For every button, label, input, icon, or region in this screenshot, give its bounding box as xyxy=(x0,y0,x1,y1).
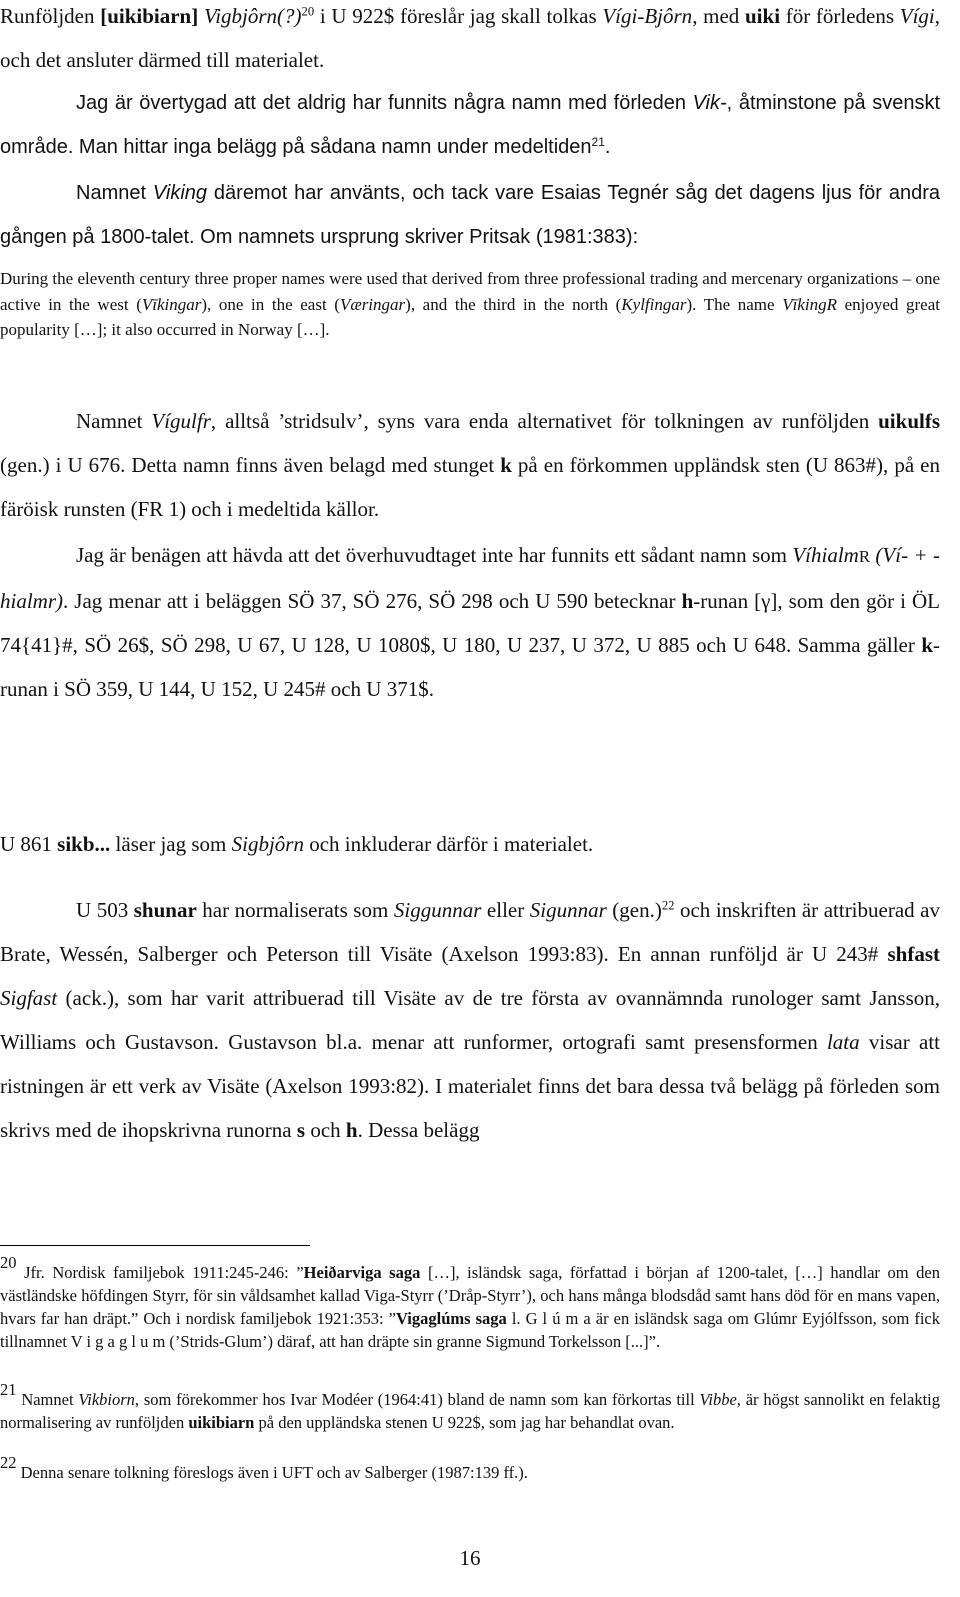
paragraph-vihialmr: Jag är benägen att hävda att det överhuvudtaget inte har funnits ett sådant namn som VíhialmR (Ví- + -hialmr). Jag menar att i beläggen SÖ 37, SÖ 276, SÖ 298 och U 590 betecknar h-runan [γ], som den gör i ÖL 74{41}#, SÖ 26$, SÖ 298, U 67, U 128, U 1080$, U 180, U 237, U 372, U 885 och U 648. Samma gäller k-runan i SÖ 359, U 144, U 152, U 245# och U 371$. xyxy=(0,543,941,701)
footnote-separator xyxy=(0,1245,310,1246)
page-number: 16 xyxy=(459,1546,481,1570)
paragraph-sigbjorn: U 861 sikb... läser jag som Sigbjôrn och inkluderar därför i materialet. xyxy=(0,832,594,856)
paragraph-vik: Jag är övertygad att det aldrig har funnits några namn med förleden Vik-, åtminstone på svenskt område. Man hittar inga belägg på sådana namn under medeltiden$^{21}$. xyxy=(0,92,940,158)
footnote-ref-22: 22 xyxy=(661,898,675,913)
paragraph-uikibiarn: Runföljden [uikibiarn] Vigbjôrn(?)$^{20}$ i U 922$ föreslår jag skall tolkas Vígi-Bjôrn, med uiki för förledens Vígi, och det ansluter därmed till materialet. xyxy=(0,4,941,72)
paragraph-viking: Namnet Viking däremot har använts, och tack vare Esaias Tegnér såg det dagens ljus för andra gången på 1800-talet. Om namnets ursprung skriver Pritsak (1981:383): xyxy=(0,182,940,248)
footnote-22: $^{22}$ Denna senare tolkning föreslogs även i UFT och av Salberger (1987:139 ff.). xyxy=(0,1453,528,1482)
footnote-20: $^{20}$ Jfr. Nordisk familjebok 1911:245-246: ”Heiðarviga saga […], isländsk saga, författad i början af 1200-talet, […] handlar om den västländske höfdingen Styrr, för sin våldsamhet kallad Viga-Styrr (’Dråp-Styrr’), och hans många blodsdåd samt hans död för en mans vapen, hvars far han dräpt.” Och i nordisk familjebok 1921:353: ”Vigaglúms saga l. G l ú m a är en isländsk saga om Glúmr Eyjólfsson, som fick tillnamnet V i g a g l u m (’Strids-Glum’) däraf, att han dräpte sin granne Sigmund Torkelsson [...]”. xyxy=(0,1253,940,1351)
paragraph-siggunnar: U 503 shunar har normaliserats som Siggunnar eller Sigunnar $(gen.)^{22}$ och inskriften är attribuerad av Brate, Wessén, Salberger och Peterson till Visäte (Axelson 1993:83). En annan runföljd är U 243# shfast Sigfast (ack.), som har varit attribuerad till Visäte av de tre första av ovannämnda runologer samt Jansson, Williams och Gustavson. Gustavson bl.a. menar att runformer, ortografi samt presensformen lata visar att ristningen är ett verk av Visäte (Axelson 1993:82). I materialet finns det bara dessa två belägg på förleden som skrivs med de ihopskrivna runorna s och h. Dessa belägg xyxy=(0,898,941,1142)
footnote-ref-20: 20 xyxy=(301,4,315,19)
footnote-ref-21: 21 xyxy=(591,134,605,149)
block-quote-pritsak: During the eleventh century three proper names were used that derived from three professional trading and mercenary organizations – one active in the west (Vīkingar), one in the east (Væringar), and the third in the north (Kylfingar). The name VīkingR enjoyed great popularity […]; it also occurred in Norway […]. xyxy=(0,269,940,339)
paragraph-vigulfr: Namnet Vígulfr, alltså ’stridsulv’, syns vara enda alternativet för tolkningen av runföljden uikulfs (gen.) i U 676. Detta namn finns även belagd med stunget k på en förkommen uppländsk sten (U 863#), på en färöisk runsten (FR 1) och i medeltida källor. xyxy=(0,409,940,521)
footnote-21: $^{21}$ Namnet Vikbiorn, som förekommer hos Ivar Modéer (1964:41) bland de namn som kan förkortas till Vibbe, är högst sannolikt en felaktig normalisering av runföljden uikibiarn på den uppländska stenen U 922$, som jag har behandlat ovan. xyxy=(0,1380,941,1432)
